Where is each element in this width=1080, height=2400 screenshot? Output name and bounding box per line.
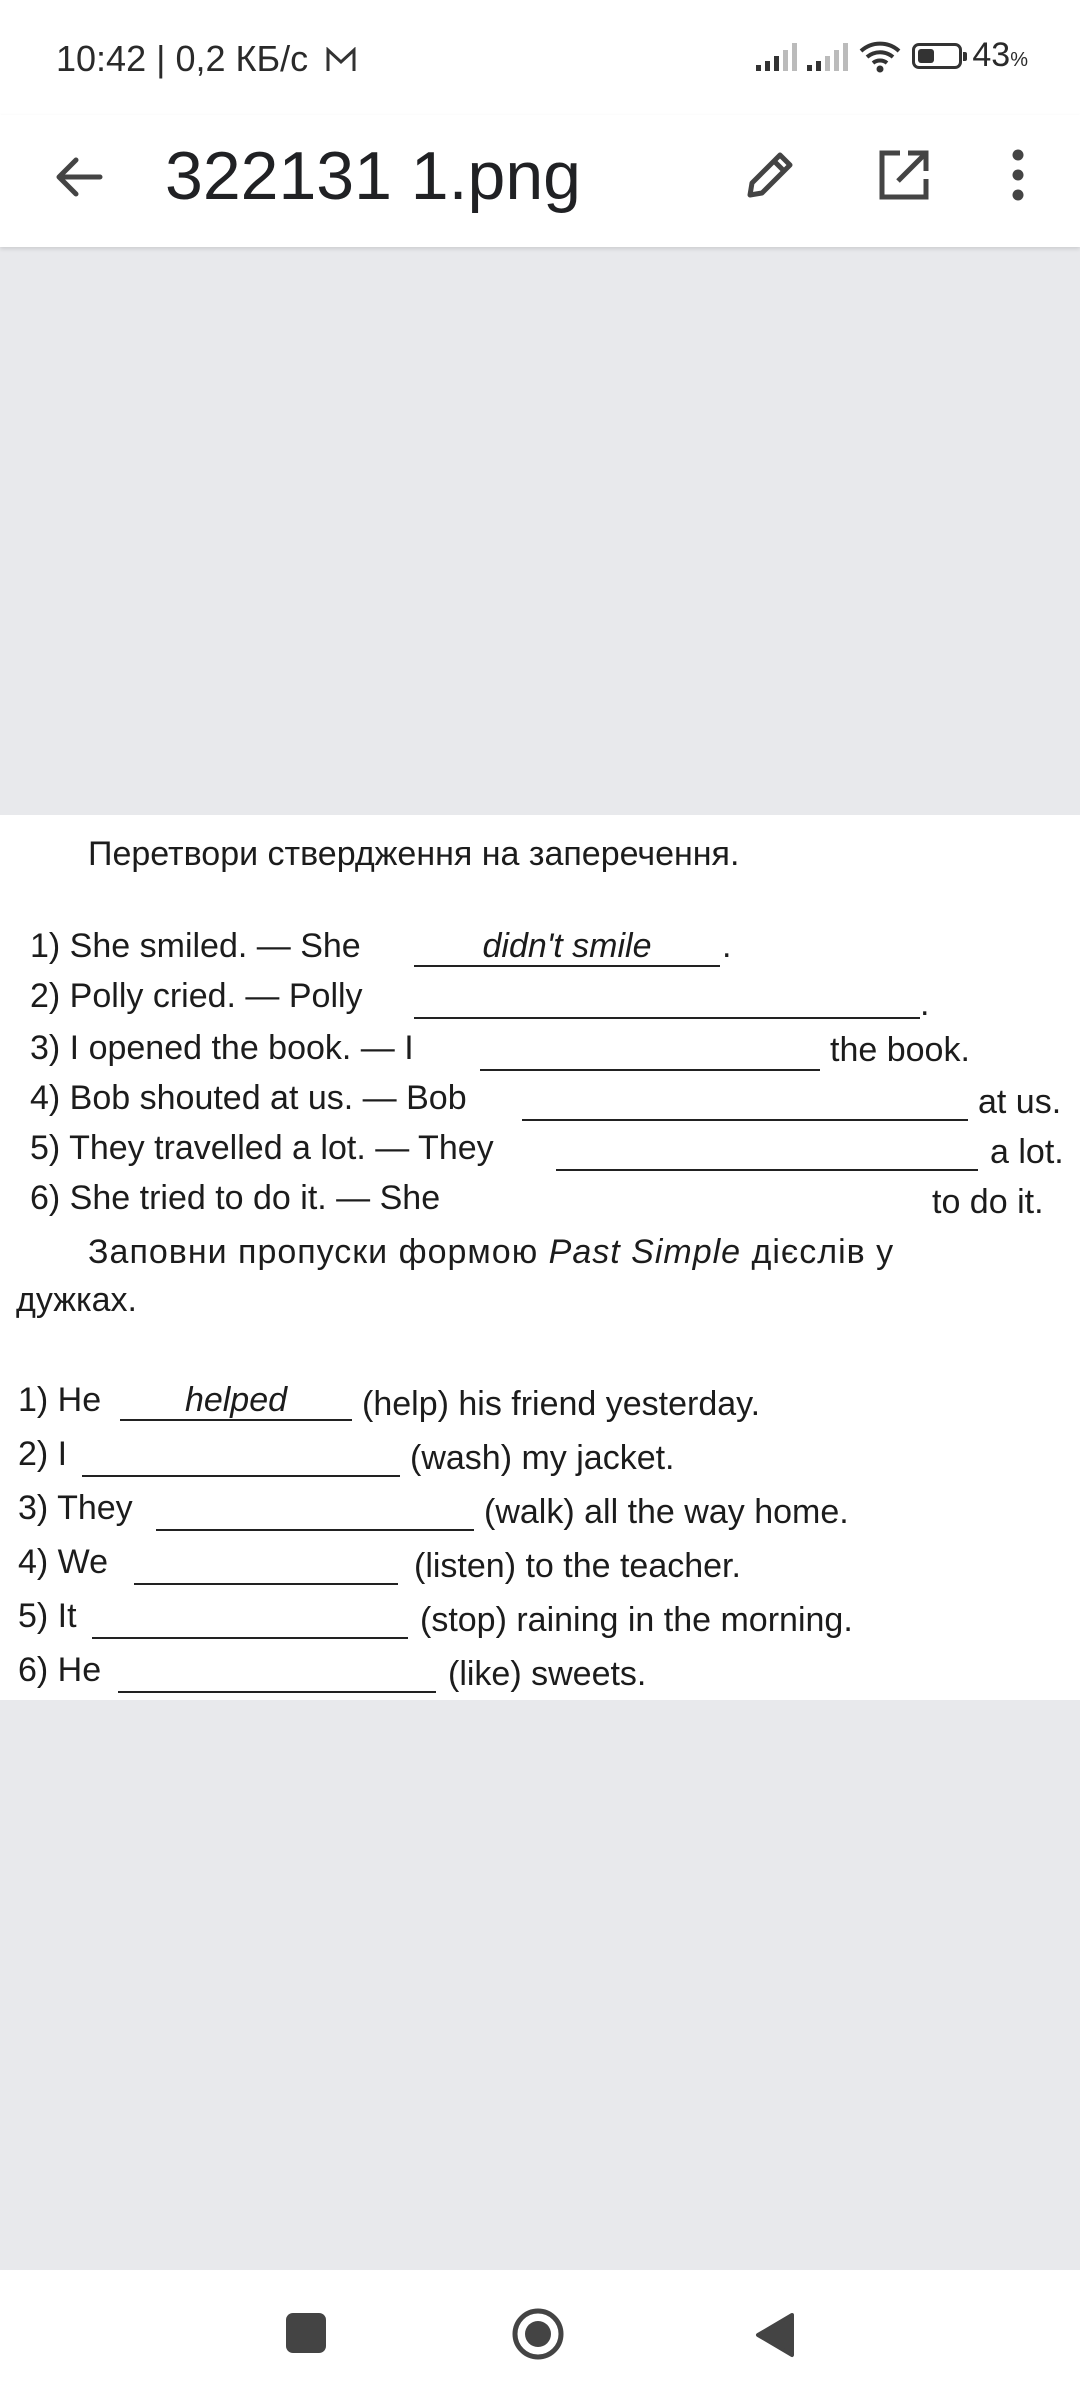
task2-item-5-suffix: (stop) raining in the morning. — [420, 1601, 853, 1639]
task1-item-6-suffix: to do it. — [932, 1183, 1044, 1221]
status-time — [56, 38, 356, 80]
battery-percent — [972, 36, 1028, 75]
task2-item-3-prefix: 3) They — [18, 1489, 133, 1527]
task2-heading — [88, 1233, 894, 1272]
task1-item-6-prefix: 6) She tried to do it. — She — [30, 1179, 441, 1217]
task2-item-6-suffix: (like) sweets. — [448, 1655, 647, 1693]
document-image — [0, 815, 1080, 1700]
task1-item-2-suffix: . — [920, 985, 930, 1023]
task2-item-5-blank — [92, 1637, 408, 1639]
task2-item-6-blank — [118, 1691, 436, 1693]
task2-item-1-suffix: (help) his friend yesterday. — [362, 1385, 761, 1423]
task1-item-5-suffix: a lot. — [990, 1133, 1064, 1171]
task2-heading-post: дієслів у — [751, 1233, 895, 1271]
task2-item-4-suffix: (listen) to the teacher. — [414, 1547, 741, 1585]
task1-item-2-blank — [414, 1017, 920, 1019]
back-triangle-icon[interactable] — [752, 2311, 796, 2359]
task1-heading: Перетвори ствердження на заперечення. — [88, 835, 740, 873]
battery-fill — [918, 49, 934, 63]
task2-item-1-answer: helped — [184, 1381, 288, 1419]
recents-square-icon[interactable] — [286, 2313, 326, 2353]
more-options-icon[interactable] — [990, 143, 1046, 207]
status-time-text: 10:42 | 0,2 КБ/с — [56, 38, 309, 79]
task1-item-4-suffix: at us. — [978, 1083, 1062, 1121]
task2-item-1-prefix: 1) He — [18, 1381, 102, 1419]
open-external-icon[interactable] — [872, 143, 936, 207]
task1-item-2-prefix: 2) Polly cried. — Polly — [30, 977, 363, 1015]
task2-item-3-blank — [156, 1529, 474, 1531]
task2-item-5-prefix: 5) It — [18, 1597, 77, 1635]
back-arrow-icon[interactable] — [50, 149, 106, 205]
file-title: 322131 1.png — [165, 138, 581, 214]
task2-heading-em: Past Simple — [548, 1233, 742, 1271]
task2-item-4-prefix: 4) We — [18, 1543, 109, 1581]
task1-item-3-suffix: the book. — [830, 1031, 970, 1069]
system-nav-bar — [0, 2270, 1080, 2400]
edit-pencil-icon[interactable] — [738, 143, 802, 207]
task1-item-1-prefix: 1) She smiled. — She — [30, 927, 361, 965]
task2-heading-line2: дужках. — [16, 1281, 137, 1319]
mail-icon — [326, 47, 356, 73]
task2-heading-pre: Заповни пропуски формою — [88, 1233, 539, 1271]
task2-item-2-blank — [82, 1475, 400, 1477]
signal-icon-sim2 — [807, 41, 848, 71]
battery-icon — [912, 43, 962, 69]
task2-item-2-prefix: 2) I — [18, 1435, 68, 1473]
status-bar — [0, 0, 1080, 115]
task2-item-6-prefix: 6) He — [18, 1651, 102, 1689]
signal-icon-sim1 — [756, 41, 797, 71]
task2-item-3-suffix: (walk) all the way home. — [484, 1493, 849, 1531]
battery-percent-unit: % — [1010, 49, 1028, 71]
task2-item-2-suffix: (wash) my jacket. — [410, 1439, 675, 1477]
app-bar — [0, 115, 1080, 247]
task1-item-1-answer: didn't smile — [482, 927, 652, 965]
status-icons — [756, 36, 1028, 75]
task1-item-4-blank — [522, 1119, 968, 1121]
task1-item-1-suffix: . — [722, 927, 732, 965]
task1-item-4-prefix: 4) Bob shouted at us. — Bob — [30, 1079, 467, 1117]
task1-item-5-prefix: 5) They travelled a lot. — They — [30, 1129, 494, 1167]
task1-item-3-blank — [480, 1069, 820, 1071]
home-circle-icon[interactable] — [510, 2306, 566, 2362]
battery-percent-value: 43 — [972, 36, 1011, 74]
task2-item-4-blank — [134, 1583, 398, 1585]
task1-item-3-prefix: 3) I opened the book. — I — [30, 1029, 414, 1067]
task1-item-5-blank — [556, 1169, 978, 1171]
wifi-icon — [858, 39, 902, 73]
